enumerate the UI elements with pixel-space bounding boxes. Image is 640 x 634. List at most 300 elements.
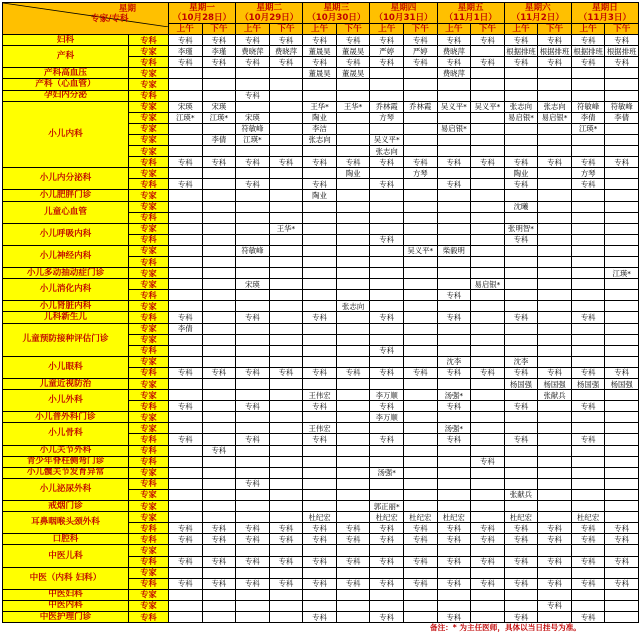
schedule-cell <box>370 79 404 90</box>
schedule-cell <box>538 501 572 512</box>
schedule-cell <box>202 390 236 401</box>
schedule-cell <box>504 146 538 157</box>
schedule-cell <box>336 545 370 556</box>
schedule-cell <box>169 245 203 256</box>
schedule-cell: 专科 <box>403 157 437 168</box>
schedule-cell <box>269 434 303 445</box>
schedule-cell <box>236 379 270 390</box>
schedule-cell: 专科 <box>504 157 538 168</box>
schedule-cell: 专科 <box>437 434 471 445</box>
schedule-cell: 专科 <box>605 367 639 378</box>
schedule-cell: 专科 <box>504 534 538 545</box>
schedule-cell <box>236 611 270 622</box>
schedule-cell <box>202 489 236 500</box>
schedule-cell: 专科 <box>202 445 236 456</box>
schedule-cell <box>370 268 404 279</box>
schedule-cell <box>437 90 471 101</box>
schedule-cell <box>403 68 437 79</box>
schedule-cell: 杜纪宏 <box>571 512 605 523</box>
schedule-cell <box>471 212 505 223</box>
schedule-cell <box>571 134 605 145</box>
schedule-cell <box>236 68 270 79</box>
schedule-cell <box>471 423 505 434</box>
schedule-cell: 专科 <box>571 157 605 168</box>
schedule-cell <box>370 301 404 312</box>
schedule-cell <box>169 90 203 101</box>
schedule-cell <box>471 46 505 57</box>
am-header: 上午 <box>571 24 605 35</box>
schedule-cell: 乔林霞 <box>370 101 404 112</box>
schedule-cell: 李倩 <box>571 112 605 123</box>
schedule-cell <box>504 423 538 434</box>
department-name: 儿童预防接种评估门诊 <box>3 323 129 356</box>
schedule-cell: 杜纪宏 <box>504 512 538 523</box>
schedule-cell: 专科 <box>538 57 572 68</box>
schedule-cell: 董晟昊 <box>303 68 337 79</box>
schedule-cell <box>202 146 236 157</box>
schedule-cell <box>605 323 639 334</box>
schedule-cell <box>605 356 639 367</box>
schedule-cell <box>202 467 236 478</box>
schedule-cell <box>471 312 505 323</box>
schedule-cell: 专科 <box>571 57 605 68</box>
schedule-cell <box>538 301 572 312</box>
schedule-cell: 专科 <box>269 578 303 589</box>
schedule-cell: 专科 <box>269 556 303 567</box>
schedule-cell: 符敏峰 <box>605 101 639 112</box>
schedule-cell <box>202 179 236 190</box>
schedule-cell <box>471 600 505 611</box>
schedule-cell <box>437 467 471 478</box>
schedule-cell: 王华* <box>336 101 370 112</box>
schedule-cell: 专科 <box>336 157 370 168</box>
schedule-cell <box>504 445 538 456</box>
schedule-cell <box>269 134 303 145</box>
schedule-cell: 汤强* <box>437 390 471 401</box>
schedule-cell <box>605 334 639 345</box>
schedule-cell <box>236 501 270 512</box>
department-name: 小儿外科 <box>3 390 129 412</box>
day-header: 星期三 （10月30日） <box>303 3 370 24</box>
schedule-cell <box>336 412 370 423</box>
schedule-cell: 专科 <box>336 523 370 534</box>
schedule-cell: 专科 <box>403 556 437 567</box>
schedule-cell <box>169 478 203 489</box>
schedule-cell: 汤强* <box>437 423 471 434</box>
schedule-cell: 专科 <box>202 35 236 46</box>
schedule-cell <box>236 489 270 500</box>
schedule-cell: 郭正丽* <box>370 501 404 512</box>
clinic-type: 专家 <box>129 379 169 390</box>
table-row <box>3 201 639 212</box>
schedule-cell <box>202 423 236 434</box>
department-name: 小儿肾脏内科 <box>3 301 129 312</box>
day-header: 星期六 （11月2日） <box>504 3 571 24</box>
schedule-cell <box>538 68 572 79</box>
schedule-cell: 专科 <box>303 157 337 168</box>
schedule-cell <box>269 356 303 367</box>
schedule-cell <box>269 245 303 256</box>
schedule-cell <box>504 456 538 467</box>
schedule-cell <box>471 168 505 179</box>
table-row <box>3 79 639 90</box>
schedule-cell <box>269 390 303 401</box>
table-row <box>3 412 639 423</box>
schedule-cell <box>504 467 538 478</box>
schedule-cell: 专科 <box>571 434 605 445</box>
schedule-cell: 专科 <box>169 35 203 46</box>
schedule-cell <box>370 545 404 556</box>
department-name: 小儿关节外科 <box>3 445 129 456</box>
schedule-cell <box>169 223 203 234</box>
schedule-cell: 专科 <box>571 401 605 412</box>
pm-header: 下午 <box>403 24 437 35</box>
schedule-cell: 专科 <box>169 434 203 445</box>
schedule-cell <box>202 312 236 323</box>
schedule-cell <box>437 234 471 245</box>
schedule-cell <box>236 545 270 556</box>
day-header: 星期五 （11月1日） <box>437 3 504 24</box>
schedule-cell: 专科 <box>504 234 538 245</box>
schedule-cell: 专科 <box>504 312 538 323</box>
schedule-table <box>2 2 639 623</box>
department-name: 小儿呼吸内科 <box>3 223 129 245</box>
clinic-type: 专科 <box>129 523 169 534</box>
schedule-cell <box>471 190 505 201</box>
schedule-cell <box>269 379 303 390</box>
schedule-cell: 专科 <box>303 57 337 68</box>
schedule-cell: 专科 <box>336 578 370 589</box>
schedule-cell <box>571 279 605 290</box>
clinic-type: 专科 <box>129 345 169 356</box>
schedule-cell <box>236 234 270 245</box>
schedule-cell: 专科 <box>169 157 203 168</box>
schedule-cell <box>471 467 505 478</box>
schedule-cell <box>504 90 538 101</box>
schedule-cell: 沈李 <box>504 356 538 367</box>
schedule-cell: 专科 <box>269 367 303 378</box>
schedule-cell <box>370 290 404 301</box>
schedule-cell: 专科 <box>370 611 404 622</box>
schedule-cell: 专科 <box>370 179 404 190</box>
schedule-cell <box>471 489 505 500</box>
schedule-cell: 专科 <box>571 179 605 190</box>
schedule-cell <box>169 201 203 212</box>
schedule-cell <box>202 123 236 134</box>
department-name: 中医儿科 <box>3 545 129 567</box>
schedule-cell <box>605 467 639 478</box>
schedule-cell: 专科 <box>236 179 270 190</box>
schedule-cell <box>202 379 236 390</box>
schedule-cell <box>236 223 270 234</box>
schedule-cell <box>437 600 471 611</box>
schedule-cell: 专科 <box>236 35 270 46</box>
schedule-cell: 专科 <box>437 578 471 589</box>
schedule-cell <box>336 390 370 401</box>
schedule-cell <box>538 146 572 157</box>
schedule-cell <box>303 445 337 456</box>
schedule-cell <box>403 134 437 145</box>
schedule-cell <box>370 334 404 345</box>
schedule-cell <box>504 589 538 600</box>
schedule-cell <box>336 356 370 367</box>
schedule-cell <box>605 190 639 201</box>
schedule-cell <box>571 301 605 312</box>
table-row <box>3 90 639 101</box>
schedule-cell <box>504 279 538 290</box>
clinic-type: 专科 <box>129 556 169 567</box>
schedule-cell: 王伟宏 <box>303 390 337 401</box>
schedule-cell: 杨国强 <box>538 379 572 390</box>
schedule-cell <box>269 545 303 556</box>
schedule-cell: 专科 <box>403 534 437 545</box>
clinic-type: 专科 <box>129 367 169 378</box>
schedule-cell <box>538 512 572 523</box>
schedule-cell: 张志向 <box>370 146 404 157</box>
schedule-cell <box>202 434 236 445</box>
schedule-cell <box>303 356 337 367</box>
department-name: 耳鼻咽喉头颈外科 <box>3 512 129 534</box>
schedule-cell <box>605 545 639 556</box>
schedule-cell: 专科 <box>605 523 639 534</box>
schedule-cell <box>538 445 572 456</box>
schedule-cell <box>571 334 605 345</box>
schedule-cell <box>236 146 270 157</box>
schedule-cell <box>169 168 203 179</box>
schedule-cell: 专科 <box>437 179 471 190</box>
schedule-cell <box>336 334 370 345</box>
schedule-cell <box>236 412 270 423</box>
schedule-cell <box>403 445 437 456</box>
schedule-cell: 专科 <box>303 35 337 46</box>
schedule-cell <box>605 290 639 301</box>
table-row <box>3 467 639 478</box>
schedule-cell <box>605 123 639 134</box>
schedule-cell <box>303 478 337 489</box>
schedule-cell: 李瑾 <box>169 46 203 57</box>
clinic-type: 专科 <box>129 456 169 467</box>
schedule-cell <box>605 234 639 245</box>
schedule-cell <box>403 190 437 201</box>
clinic-type: 专家 <box>129 134 169 145</box>
schedule-cell <box>403 390 437 401</box>
schedule-cell: 专科 <box>437 401 471 412</box>
schedule-cell <box>571 345 605 356</box>
schedule-cell <box>370 445 404 456</box>
schedule-cell <box>370 68 404 79</box>
schedule-cell <box>303 245 337 256</box>
schedule-cell <box>403 123 437 134</box>
schedule-cell <box>303 489 337 500</box>
schedule-cell <box>336 90 370 101</box>
schedule-cell <box>403 401 437 412</box>
department-name: 戒烟门诊 <box>3 501 129 512</box>
schedule-cell: 专科 <box>571 578 605 589</box>
schedule-cell <box>403 456 437 467</box>
schedule-cell: 专科 <box>236 434 270 445</box>
schedule-cell <box>538 290 572 301</box>
schedule-cell: 王伟宏 <box>303 423 337 434</box>
schedule-cell <box>538 467 572 478</box>
schedule-cell: 专科 <box>169 578 203 589</box>
schedule-cell <box>269 567 303 578</box>
clinic-type: 专家 <box>129 46 169 57</box>
schedule-cell <box>336 423 370 434</box>
schedule-cell <box>202 611 236 622</box>
table-row <box>3 245 639 256</box>
schedule-cell <box>571 68 605 79</box>
schedule-cell <box>437 323 471 334</box>
schedule-cell <box>303 256 337 267</box>
table-row <box>3 323 639 334</box>
schedule-cell <box>403 212 437 223</box>
department-name: 产科高血压 <box>3 68 129 79</box>
schedule-cell <box>236 390 270 401</box>
schedule-cell <box>269 268 303 279</box>
table-row <box>3 190 639 201</box>
schedule-cell: 杨国强 <box>605 379 639 390</box>
schedule-cell <box>202 478 236 489</box>
schedule-cell: 专科 <box>571 523 605 534</box>
schedule-cell <box>538 545 572 556</box>
schedule-cell <box>471 123 505 134</box>
schedule-cell <box>538 190 572 201</box>
schedule-cell: 宋瑛 <box>169 101 203 112</box>
table-row <box>3 445 639 456</box>
schedule-cell <box>336 445 370 456</box>
schedule-cell <box>471 434 505 445</box>
schedule-cell <box>370 478 404 489</box>
schedule-cell: 专科 <box>169 312 203 323</box>
schedule-cell <box>437 445 471 456</box>
schedule-cell <box>403 290 437 301</box>
clinic-type: 专家 <box>129 279 169 290</box>
clinic-type: 专家 <box>129 201 169 212</box>
schedule-cell: 专科 <box>471 57 505 68</box>
schedule-cell <box>336 279 370 290</box>
schedule-cell <box>336 123 370 134</box>
schedule-cell: 张明智* <box>504 223 538 234</box>
schedule-cell: 专科 <box>471 556 505 567</box>
schedule-cell <box>303 334 337 345</box>
clinic-type: 专科 <box>129 157 169 168</box>
schedule-cell <box>403 600 437 611</box>
schedule-cell <box>269 334 303 345</box>
pm-header: 下午 <box>605 24 639 35</box>
schedule-cell <box>269 146 303 157</box>
schedule-cell <box>471 390 505 401</box>
schedule-cell: 专科 <box>571 35 605 46</box>
schedule-cell: 专科 <box>504 367 538 378</box>
schedule-cell <box>269 101 303 112</box>
schedule-cell <box>303 279 337 290</box>
schedule-cell <box>437 478 471 489</box>
schedule-cell <box>236 168 270 179</box>
schedule-cell: 专科 <box>169 523 203 534</box>
department-name: 儿童心血管 <box>3 201 129 223</box>
schedule-cell: 专科 <box>504 434 538 445</box>
schedule-cell <box>303 290 337 301</box>
schedule-cell <box>169 234 203 245</box>
schedule-cell <box>269 179 303 190</box>
schedule-cell <box>236 268 270 279</box>
schedule-cell <box>471 445 505 456</box>
schedule-cell <box>437 256 471 267</box>
schedule-cell: 专科 <box>471 157 505 168</box>
schedule-cell <box>236 445 270 456</box>
schedule-cell: 专科 <box>605 556 639 567</box>
schedule-cell <box>571 79 605 90</box>
schedule-cell <box>202 545 236 556</box>
clinic-type: 专家 <box>129 423 169 434</box>
clinic-type: 专家 <box>129 101 169 112</box>
schedule-cell: 专科 <box>471 578 505 589</box>
schedule-cell <box>437 412 471 423</box>
schedule-cell: 专科 <box>202 367 236 378</box>
schedule-cell: 专科 <box>538 556 572 567</box>
schedule-cell: 沈曦 <box>504 201 538 212</box>
schedule-cell: 根据排班 <box>539 46 570 56</box>
schedule-cell <box>202 290 236 301</box>
schedule-cell <box>538 223 572 234</box>
schedule-cell <box>202 334 236 345</box>
schedule-cell <box>471 611 505 622</box>
department-name: 儿科新生儿 <box>3 312 129 323</box>
schedule-cell <box>605 600 639 611</box>
department-name: 小儿骨科 <box>3 423 129 445</box>
schedule-cell: 吴义平* <box>370 134 404 145</box>
schedule-cell: 董晟昊 <box>336 68 370 79</box>
schedule-cell <box>303 146 337 157</box>
department-name: 小儿消化内科 <box>3 279 129 301</box>
schedule-cell: 专科 <box>538 534 572 545</box>
schedule-cell <box>202 256 236 267</box>
schedule-cell <box>269 201 303 212</box>
schedule-cell <box>202 190 236 201</box>
schedule-cell: 专科 <box>269 157 303 168</box>
table-row <box>3 312 639 323</box>
schedule-cell <box>571 290 605 301</box>
schedule-cell <box>403 301 437 312</box>
schedule-cell: 专科 <box>538 157 572 168</box>
schedule-cell <box>403 179 437 190</box>
schedule-cell <box>538 478 572 489</box>
schedule-cell <box>605 312 639 323</box>
schedule-cell <box>471 401 505 412</box>
header-corner <box>3 3 169 35</box>
schedule-cell: 专科 <box>236 312 270 323</box>
department-name: 小儿泌尿外科 <box>3 478 129 500</box>
schedule-cell <box>471 567 505 578</box>
schedule-cell: 专科 <box>571 367 605 378</box>
pm-header: 下午 <box>202 24 236 35</box>
schedule-cell <box>236 290 270 301</box>
schedule-cell <box>538 567 572 578</box>
schedule-cell <box>269 445 303 456</box>
schedule-cell <box>336 379 370 390</box>
schedule-cell <box>236 323 270 334</box>
schedule-cell: 专科 <box>370 434 404 445</box>
schedule-cell: 杜纪宏 <box>403 512 437 523</box>
schedule-cell: 专科 <box>236 57 270 68</box>
schedule-cell <box>303 301 337 312</box>
day-header: 星期日 （11月3日） <box>571 3 638 24</box>
clinic-type: 专家 <box>129 545 169 556</box>
schedule-cell <box>538 434 572 445</box>
schedule-cell <box>437 279 471 290</box>
schedule-cell <box>370 379 404 390</box>
schedule-cell <box>169 379 203 390</box>
